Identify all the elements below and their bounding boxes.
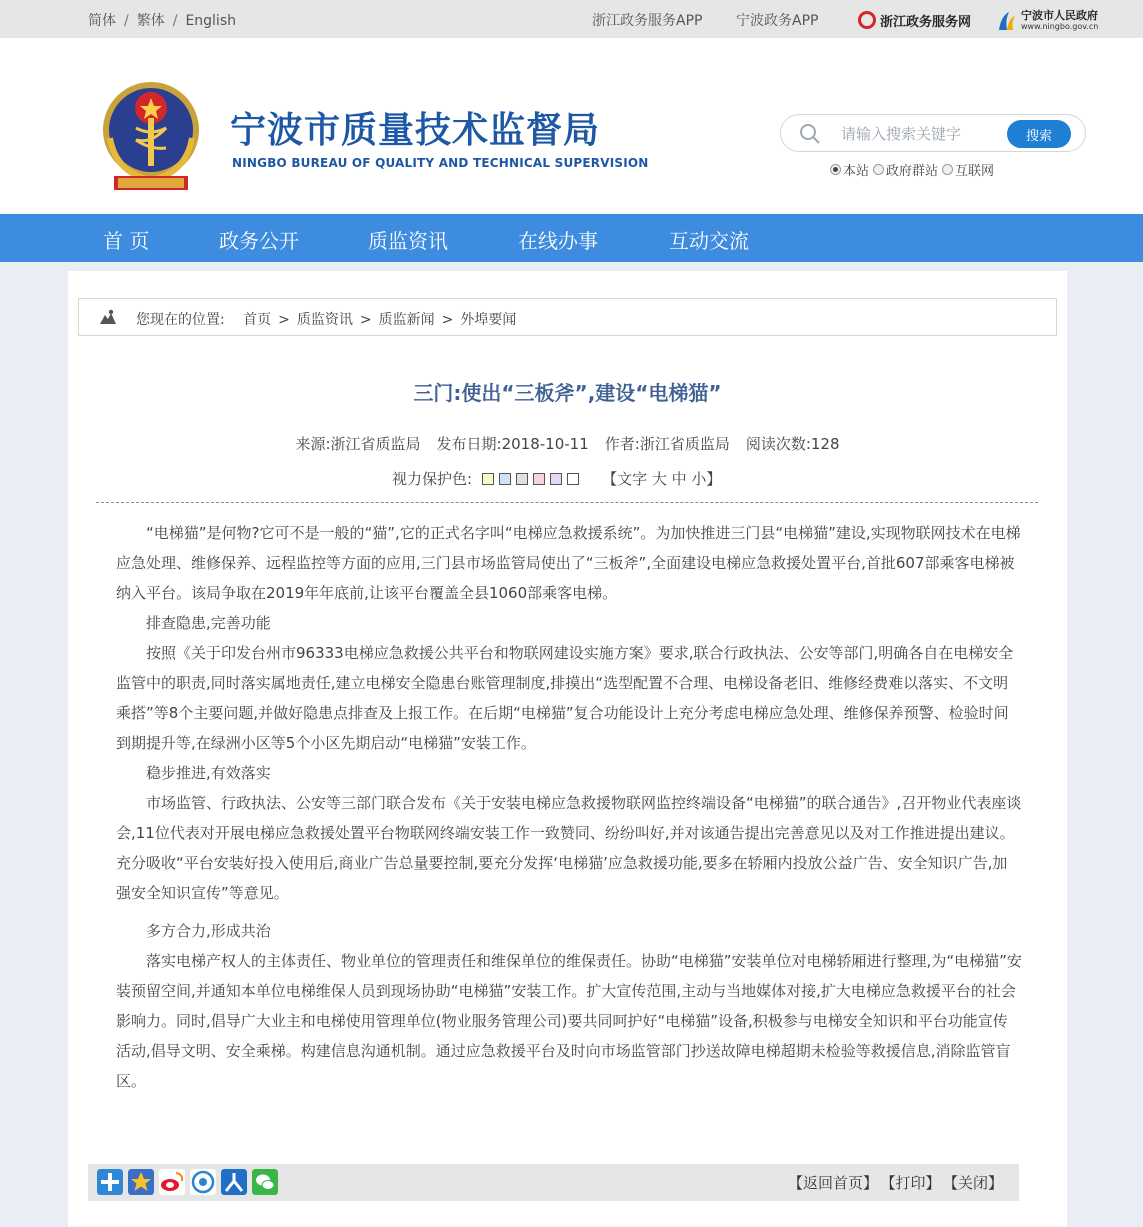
- print-link[interactable]: 【打印】: [887, 1174, 941, 1192]
- article-body: [116, 518, 1022, 1096]
- breadcrumb-news[interactable]: 质监资讯: [296, 312, 353, 328]
- color-swatch-yellow[interactable]: [482, 473, 494, 485]
- nav-online[interactable]: 在线办事: [518, 229, 598, 253]
- article-views: 阅读次数:128: [745, 435, 840, 453]
- article-paragraph: 市场监管、行政执法、公安等三部门联合发布《关于安装电梯应急救援物联网监控终端设备“电梯猫”的联合通告》,召开物业代表座谈会,11位代表对开展电梯应急救援处置平台物联网终端安装工作一致赞同、纷纷叫好,并对该通告提出完善意见以及对工作推进提出建议。充分吸收“平台安装好投入使用后,商业广告总量要控制,要充分发挥‘电梯猫’应急救援功能,要多在轿厢内投放公益广告、安全知识广告,加强安全知识宣传”等意见。: [116, 794, 1022, 902]
- footer-links: [778, 1172, 1003, 1193]
- scope-site-label: 本站: [843, 164, 870, 179]
- search-icon: [799, 123, 821, 145]
- lang-simplified-link[interactable]: 简体: [88, 13, 116, 29]
- article-date: 发布日期:2018-10-11: [436, 435, 589, 453]
- nav-interact[interactable]: 互动交流: [669, 229, 749, 253]
- article-subheading: 稳步推进,有效落实: [146, 764, 271, 782]
- share-wechat-icon[interactable]: [252, 1169, 278, 1195]
- nav-news[interactable]: 质监资讯: [368, 229, 448, 253]
- nb-gov-icon: [997, 10, 1017, 32]
- search-input[interactable]: [839, 122, 983, 146]
- scope-web-label: 互联网: [955, 164, 995, 179]
- search-scope: [830, 160, 994, 179]
- breadcrumb-qs-news[interactable]: 质监新闻: [378, 312, 435, 328]
- nb-app-link[interactable]: 宁波政务APP: [736, 13, 819, 29]
- color-swatch-gray[interactable]: [516, 473, 528, 485]
- share-weibo-icon[interactable]: [159, 1169, 185, 1195]
- scope-web-radio[interactable]: [942, 160, 994, 179]
- share-more-icon[interactable]: [97, 1169, 123, 1195]
- share-bar: [88, 1164, 1019, 1201]
- top-bar: [0, 0, 1143, 38]
- article-subheading: 排查隐患,完善功能: [146, 614, 271, 632]
- close-link[interactable]: 【关闭】: [950, 1174, 1003, 1192]
- color-swatch-purple[interactable]: [550, 473, 562, 485]
- breadcrumb-label: 您现在的位置:: [136, 312, 225, 328]
- article-paragraph: “电梯猫”是何物?它可不是一般的“猫”,它的正式名字叫“电梯应急救援系统”。为加快推进三门县“电梯猫”建设,实现物联网技术在电梯应急处理、维修保养、远程监控等方面的应用,三门县市场监管局使出了“三板斧”,全面建设电梯应急救援处置平台,首批607部乘客电梯被纳入平台。该局争取在2019年年底前,让该平台覆盖全县1060部乘客电梯。: [116, 524, 1021, 602]
- article-meta: [68, 433, 1067, 454]
- zj-portal-icon: [858, 11, 876, 29]
- nav-gov-open[interactable]: 政务公开: [219, 229, 299, 253]
- divider: [96, 502, 1038, 503]
- zj-portal-label: 浙江政务服务网: [880, 14, 972, 30]
- article-subheading: 多方合力,形成共治: [146, 922, 271, 940]
- color-swatch-pink[interactable]: [533, 473, 545, 485]
- location-icon: [99, 309, 117, 325]
- scope-groups-radio[interactable]: [873, 160, 938, 179]
- zj-app-link[interactable]: 浙江政务服务APP: [592, 13, 703, 29]
- share-renren-icon[interactable]: [221, 1169, 247, 1195]
- nb-gov-logo[interactable]: [997, 8, 1098, 34]
- site-subtitle: NINGBO BUREAU OF QUALITY AND TECHNICAL SUPERVISION: [232, 156, 649, 170]
- color-swatch-white[interactable]: [567, 473, 579, 485]
- eye-protect-bar: [392, 468, 721, 489]
- site-title: 宁波市质量技术监督局: [230, 110, 601, 151]
- language-switcher: 简体 / 繁体 / English: [88, 13, 236, 29]
- breadcrumb-home[interactable]: 首页: [243, 312, 272, 328]
- article-paragraph: 落实电梯产权人的主体责任、物业单位的管理责任和维保单位的维保责任。协助“电梯猫”安装单位对电梯轿厢进行整理,为“电梯猫”安装预留空间,并通知本单位电梯维保人员到现场协助“电梯猫”安装工作。扩大宣传范围,主动与当地媒体对接,扩大电梯应急救援平台的社会影响力。同时,倡导广大业主和电梯使用管理单位(物业服务管理公司)要共同呵护好“电梯猫”设备,积极参与电梯安全知识和平台功能宣传活动,倡导文明、安全乘梯。构建信息沟通机制。通过应急救援平台及时向市场监管部门抄送故障电梯超期未检验等救援信息,消除监管盲区。: [116, 952, 1022, 1090]
- breadcrumb-external[interactable]: 外埠要闻: [460, 312, 517, 328]
- lang-english-link[interactable]: English: [185, 13, 236, 29]
- site-header: [0, 38, 1143, 214]
- breadcrumb-sep: >: [359, 312, 372, 328]
- color-swatch-blue[interactable]: [499, 473, 511, 485]
- lang-traditional-link[interactable]: 繁体: [136, 13, 165, 29]
- scope-groups-label: 政府群站: [886, 164, 939, 179]
- eye-protect-label: 视力保护色:: [392, 470, 473, 488]
- breadcrumb-sep: >: [278, 312, 290, 328]
- back-home-link[interactable]: 【返回首页】: [787, 1174, 878, 1192]
- scope-site-radio[interactable]: [830, 160, 869, 179]
- font-size-control[interactable]: 【文字 大 中 小】: [602, 470, 722, 488]
- search-button[interactable]: 搜索: [1007, 120, 1071, 148]
- article-title: 三门:使出“三板斧”,建设“电梯猫”: [413, 381, 722, 405]
- zj-portal-logo[interactable]: [858, 9, 971, 31]
- article-author: 作者:浙江省质监局: [604, 435, 730, 453]
- nb-gov-label: 宁波市人民政府: [1021, 9, 1098, 22]
- nav-home[interactable]: 首 页: [103, 229, 150, 253]
- main-nav: [0, 214, 1143, 262]
- bureau-emblem-icon: [96, 78, 206, 193]
- breadcrumb-sep: >: [441, 312, 454, 328]
- breadcrumb: [78, 298, 1057, 336]
- article-source: 来源:浙江省质监局: [295, 435, 421, 453]
- search-box: [780, 114, 1086, 152]
- nb-gov-url: www.ningbo.gov.cn: [1021, 22, 1099, 31]
- share-tencent-icon[interactable]: [190, 1169, 216, 1195]
- content-panel: [68, 271, 1067, 1227]
- share-favorite-icon[interactable]: [128, 1169, 154, 1195]
- article-paragraph: 按照《关于印发台州市96333电梯应急救援公共平台和物联网建设实施方案》要求,联合行政执法、公安等部门,明确各自在电梯安全监管中的职责,同时落实属地责任,建立电梯安全隐患台账管理制度,排摸出“选型配置不合理、电梯设备老旧、维修经费难以落实、不文明乘搭”等8个主要问题,并做好隐患点排查及上报工作。在后期“电梯猫”复合功能设计上充分考虑电梯应急处理、维修保养预警、检验时间到期提升等,在绿洲小区等5个小区先期启动“电梯猫”安装工作。: [116, 644, 1014, 752]
